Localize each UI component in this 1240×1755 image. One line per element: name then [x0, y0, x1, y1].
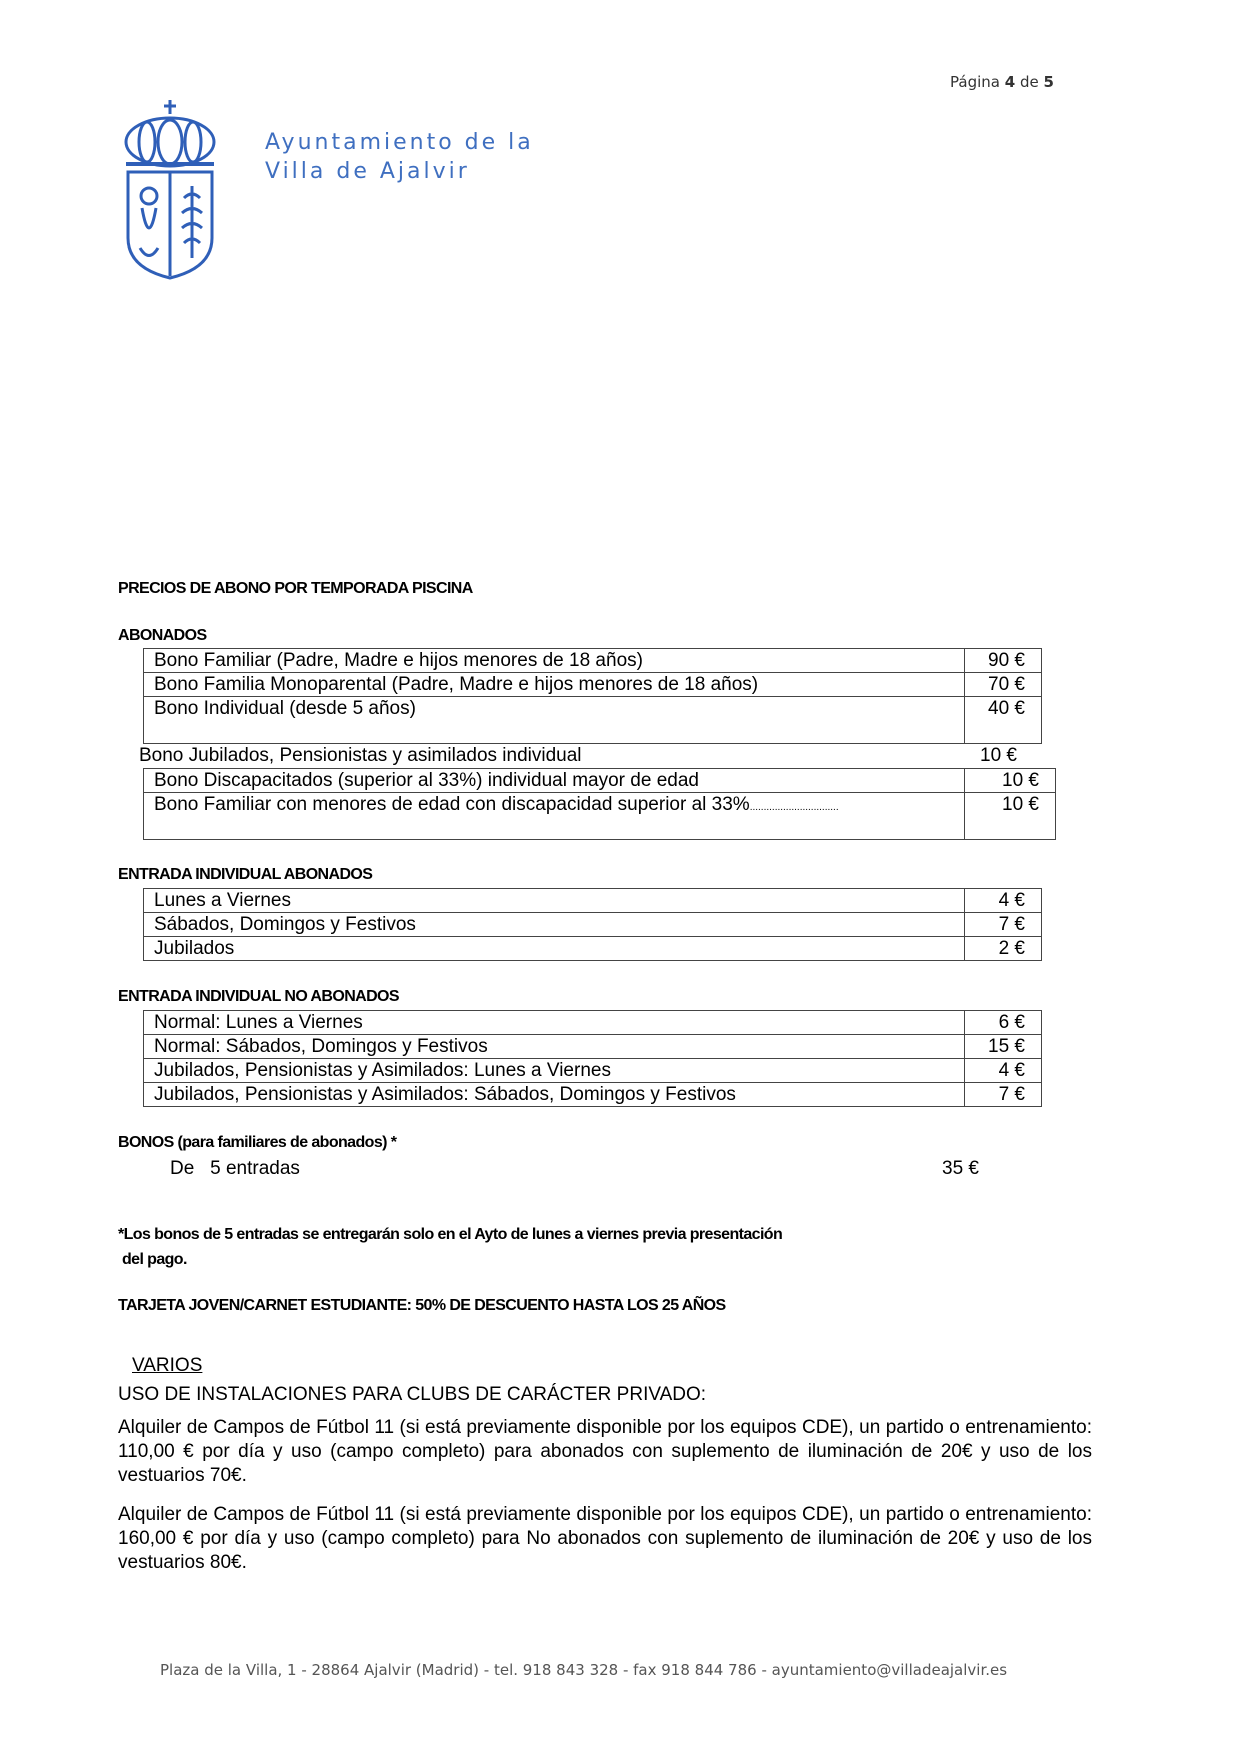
table-row — [144, 913, 1042, 937]
page-number: Página 4 de 5 — [950, 73, 1054, 91]
row-price: 6 € — [965, 1011, 1042, 1035]
table-row — [144, 1059, 1042, 1083]
row-label: Bono Familia Monoparental (Padre, Madre e hijos menores de 18 años) — [144, 673, 965, 697]
varios-heading: VARIOS — [132, 1355, 203, 1376]
row-label: Lunes a Viernes — [144, 889, 965, 913]
row-label: Bono Familiar con menores de edad con discapacidad superior al 33%................................ — [144, 793, 965, 840]
row-price: 10 € — [965, 793, 1056, 840]
paragraph-no-abonados: Alquiler de Campos de Fútbol 11 (si está previamente disponible por los equipos CDE), un partido o entrenamiento: 160,00 € por día y uso (campo completo) para No abonados con suplemento de iluminación de 20€ y uso de los vestuarios 80€. — [118, 1504, 1092, 1573]
entrada-no-abonados-table — [143, 1010, 1042, 1107]
row-price: 40 € — [965, 697, 1042, 744]
uso-instalaciones-heading: USO DE INSTALACIONES PARA CLUBS DE CARÁCTER PRIVADO: — [118, 1384, 707, 1405]
row-label: Bono Discapacitados (superior al 33%) individual mayor de edad — [144, 769, 965, 793]
entrada-abonados-table — [143, 888, 1042, 961]
table-row — [144, 889, 1042, 913]
table-row — [144, 1011, 1042, 1035]
table-row — [144, 1035, 1042, 1059]
jubilados-label: Bono Jubilados, Pensionistas y asimilados individual — [139, 745, 582, 766]
row-price: 2 € — [965, 937, 1042, 961]
row-price: 7 € — [965, 913, 1042, 937]
table-row — [144, 649, 1042, 673]
table-row — [144, 937, 1042, 961]
entrada-no-abonados-heading: ENTRADA INDIVIDUAL NO ABONADOS — [118, 988, 399, 1005]
row-label: Jubilados — [144, 937, 965, 961]
row-price: 15 € — [965, 1035, 1042, 1059]
row-label: Jubilados, Pensionistas y Asimilados: Sábados, Domingos y Festivos — [144, 1083, 965, 1107]
note-line-2: del pago. — [122, 1251, 187, 1268]
organization-name — [265, 128, 534, 186]
row-price: 7 € — [965, 1083, 1042, 1107]
row-label: Normal: Lunes a Viernes — [144, 1011, 965, 1035]
entrada-abonados-heading: ENTRADA INDIVIDUAL ABONADOS — [118, 866, 373, 883]
row-price: 90 € — [965, 649, 1042, 673]
table-row — [144, 793, 1056, 840]
table-row — [144, 697, 1042, 744]
row-price: 10 € — [965, 769, 1056, 793]
row-label: Sábados, Domingos y Festivos — [144, 913, 965, 937]
bonos-line-price: 35 € — [942, 1158, 979, 1179]
paragraph-abonados: Alquiler de Campos de Fútbol 11 (si está previamente disponible por los equipos CDE), un partido o entrenamiento: 110,00 € por día y uso (campo completo) para abonados con suplemento de iluminación de 20€ y uso de los vestuarios 70€. — [118, 1417, 1092, 1486]
coat-of-arms-icon — [122, 98, 218, 280]
row-label: Bono Familiar (Padre, Madre e hijos menores de 18 años) — [144, 649, 965, 673]
row-price: 4 € — [965, 1059, 1042, 1083]
row-label: Normal: Sábados, Domingos y Festivos — [144, 1035, 965, 1059]
table-row — [144, 1083, 1042, 1107]
abonados-table — [143, 648, 1042, 744]
bonos-line-label: De 5 entradas — [170, 1158, 300, 1179]
footer-address: Plaza de la Villa, 1 - 28864 Ajalvir (Madrid) - tel. 918 843 328 - fax 918 844 786 - ayuntamiento@villadeajalvir.es — [160, 1661, 1008, 1679]
section-title: PRECIOS DE ABONO POR TEMPORADA PISCINA — [118, 580, 473, 597]
jubilados-price: 10 € — [980, 745, 1017, 766]
note-line-1: *Los bonos de 5 entradas se entregarán solo en el Ayto de lunes a viernes previa presentación — [118, 1226, 783, 1243]
table-row — [144, 769, 1056, 793]
discapacidad-table — [143, 768, 1056, 840]
row-price: 70 € — [965, 673, 1042, 697]
table-row — [144, 673, 1042, 697]
bonos-heading: BONOS (para familiares de abonados) * — [118, 1134, 397, 1151]
tarjeta-joven: TARJETA JOVEN/CARNET ESTUDIANTE: 50% DE DESCUENTO HASTA LOS 25 AÑOS — [118, 1297, 726, 1314]
row-price: 4 € — [965, 889, 1042, 913]
org-line-1: Ayuntamiento de la — [265, 130, 534, 155]
abonados-heading: ABONADOS — [118, 627, 207, 644]
row-label: Jubilados, Pensionistas y Asimilados: Lunes a Viernes — [144, 1059, 965, 1083]
row-label: Bono Individual (desde 5 años) — [144, 697, 965, 744]
org-line-2: Villa de Ajalvir — [265, 159, 470, 184]
